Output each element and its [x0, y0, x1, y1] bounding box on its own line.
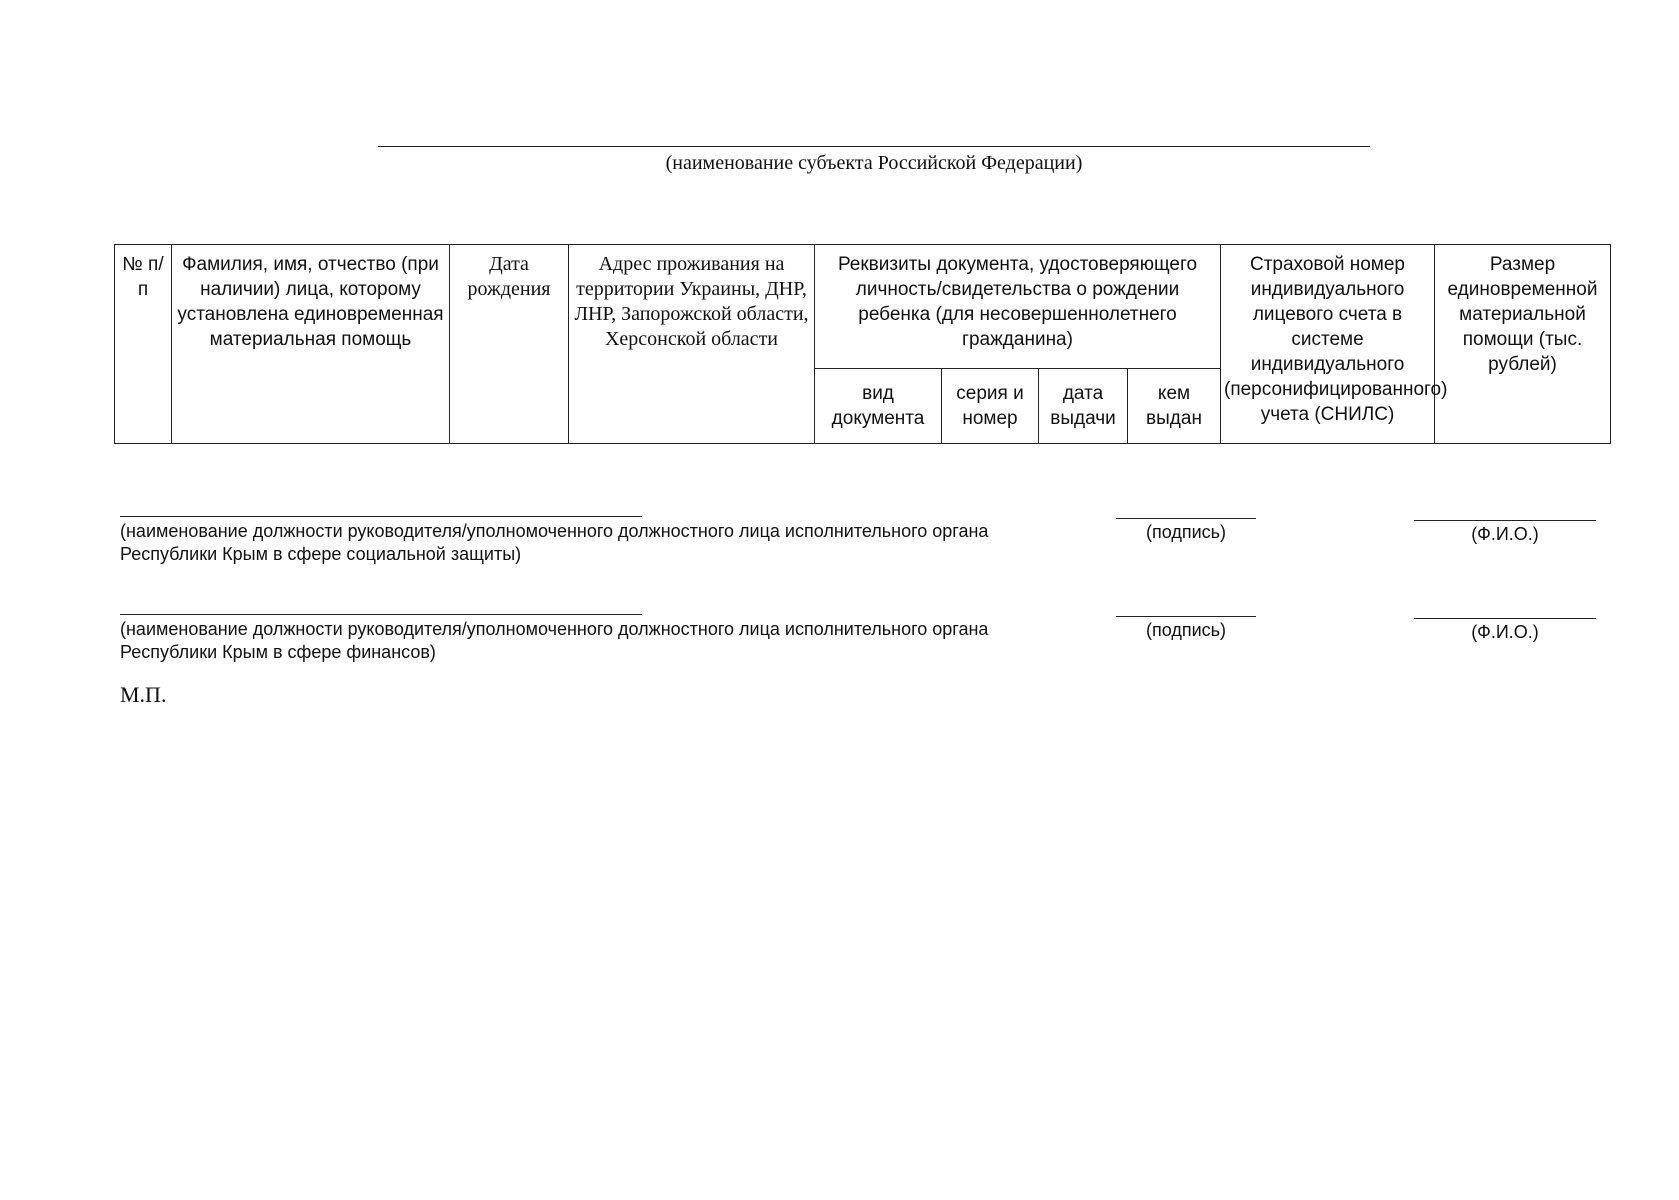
fio-line-social: [1414, 520, 1596, 521]
header-full-name: Фамилия, имя, отчество (при наличии) лица, которому установлена единовременная материальная помощь: [172, 245, 450, 444]
signature-line-finance: [1116, 616, 1256, 617]
position-line-finance: [120, 614, 642, 615]
position-caption-finance: (наименование должности руководителя/уполномоченного должностного лица исполнительного органа Республики Крым в сфере финансов): [120, 619, 989, 662]
fio-caption-social: (Ф.И.О.): [1471, 524, 1539, 544]
position-line-social: [120, 516, 642, 517]
signature-line-social: [1116, 518, 1256, 519]
header-birth-date: Дата рождения: [450, 245, 569, 444]
header-doc-issuer: кем выдан: [1128, 369, 1221, 444]
header-document: Реквизиты документа, удостоверяющего личность/свидетельства о рождении ребенка (для несовершеннолетнего гражданина): [815, 245, 1221, 369]
header-snils: Страховой номер индивидуального лицевого счета в системе индивидуального (персонифицированного) учета (СНИЛС): [1221, 245, 1435, 444]
header-doc-date: дата выдачи: [1039, 369, 1128, 444]
signature-caption-finance: (подпись): [1145, 620, 1227, 640]
fio-line-finance: [1414, 618, 1596, 619]
header-doc-type: вид документа: [815, 369, 942, 444]
signature-caption-social: (подпись): [1145, 522, 1227, 542]
position-caption-social: (наименование должности руководителя/уполномоченного должностного лица исполнительного органа Республики Крым в сфере социальной защиты): [120, 521, 989, 564]
header-address: Адрес проживания на территории Украины, ДНР, ЛНР, Запорожской области, Херсонской области: [569, 245, 815, 444]
header-amount: Размер единовременной материальной помощи (тыс. рублей): [1435, 245, 1611, 444]
stamp-place: М.П.: [120, 682, 167, 707]
header-number: № п/п: [115, 245, 172, 444]
region-name-caption: (наименование субъекта Российской Федерации): [665, 152, 1083, 174]
header-doc-series: серия и номер: [942, 369, 1039, 444]
region-name-line: [378, 146, 1370, 147]
register-table: [114, 244, 1611, 444]
fio-caption-finance: (Ф.И.О.): [1471, 622, 1539, 642]
